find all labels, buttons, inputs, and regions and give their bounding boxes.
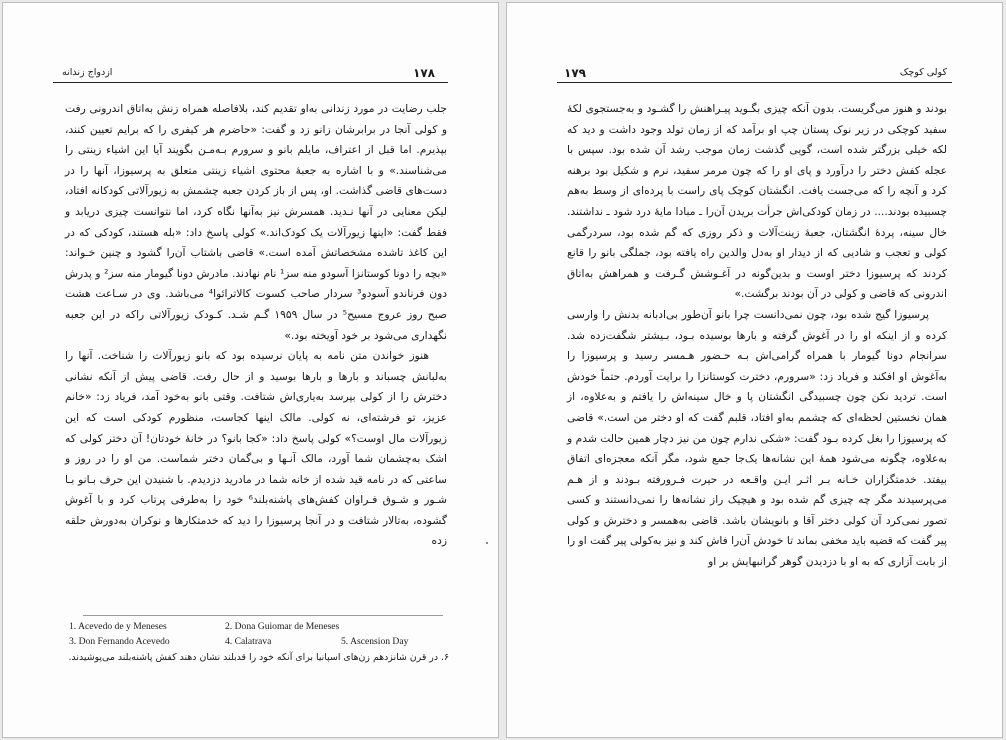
footnote-2: 2. Dona Guiomar de Meneses bbox=[225, 621, 340, 632]
footnote-4: 4. Calatrava bbox=[225, 636, 272, 647]
right-paragraph-1: بودند و هنوز می‌گریست. بدون آنکه چیزی بگـوید پیـراهنش را گشـود و به‌جستجوی لکهٔ سفید کوچکی در زیر نوک پستان چپ او برآمد که از زمان تولد وجود داشت و دید که لکه خیلی بزرگتر شده است، گویی گذشت زمان موجب رشد آن شده بود. سپس با عجله کفش دختر را درآورد و پای او را که چون مرمر سفید، نرم و شکیل بود برهنه کرد و آنچه را که می‌جست یافت. انگشتان کوچک پای راست با پرده‌ای از وسط به‌هم چسبیده بودند.... در زمان کودکی‌اش جرأت بریدن آن‌را ـ مبادا مایهٔ درد شود ـ نداشتند. خال سینه، پردهٔ انگشتان، جعبهٔ زینت‌آلات و ذکر روزی که گم شده بود، سردرگمی کولی و تعجب و شادیی که از دیدار او به‌دل والدین راه یافته بود، جملگی بانو را قانع کردند که پرسیوزا دختر اوست و بدین‌گونه در آغـوشش گـرفت و همراهش به‌اتاق اندرونی که قاضی و کولی در آن بودند برگشت.» bbox=[567, 102, 947, 301]
footnote-6: ۶. در قرن شانزدهم زن‌های اسپانیا برای آنکه خود را قدبلند نشان دهند کفش پاشنه‌بلند می‌پوشیدند. bbox=[68, 652, 449, 663]
right-page-number: ۱۷۹ bbox=[559, 65, 591, 81]
right-page-header bbox=[557, 65, 952, 83]
footnote-divider bbox=[83, 615, 443, 616]
right-paragraph-2: پرسیوزا گیج شده بود، چون نمی‌دانست چرا بانو آن‌طور بی‌ادبانه بدنش را وارسی کرده و از اینکه او را در آغوش گرفته و بارها بوسیده بـود، بـیشتر شگفت‌زده شد. سرانجام دونا گیومار با همراه گرامی‌اش بـه‌ حـضور هـمسر رسید و پرسیوزا را به‌آغوش او افکند و فریاد زد: «سرورم، دخترت کوستانزا را برایت آوردم. حتماً خودش است. تردید نکن چون چسبیدگی انگشتان پا و خال سینه‌اش را یافتم و به‌علاوه، از همان نخستین لحظه‌ای که چشمم به‌او افتاد، قلبم گفت که او دختر من است.» قاضی که پرسیوزا را بغل کرده بـود گفت: «شکی ندارم چون من نیز دچار همین حالت شدم و به‌علاوه، چگونه می‌شود همهٔ این نشانه‌ها یک‌جا جمع شود، مگر آنکه معجزه‌ای اتفاق بیفتد. خدمتگزاران خـانه بـر اثـر ایـن واقـعه در حیرت فـرورفته بـودند و از هـم می‌پرسیدند مگر چه چیزی گم شده بود و هیچیک راز نشانه‌ها را نمی‌دانستند و کسی تصور نمی‌کرد آن کولی دختر آقا و بانویشان باشد. قاضی به‌همسر و دخترش و کولی پیر گفت که قضیه باید مخفی بماند تا خودش آن‌را فاش کند و نیز به‌کولی پیر گفت او را از بابت آزاری که به او با دزدیدن گوهر گرانبهایش بر او bbox=[567, 307, 947, 569]
left-page-number: ۱۷۸ bbox=[408, 65, 440, 81]
right-running-title: کولی کوچک bbox=[895, 66, 952, 80]
left-running-title: ازدواج زندانه bbox=[57, 66, 117, 80]
left-paragraph-2: هنوز خواندن متن نامه به پایان نرسیده بود که بانو زیورآلات را شناخت. آنها را به‌لبانش چسباند و بارها و بارها بوسید و از حال رفت. قاضی پیش از آنکه نشانی دخترش را از کولی بپرسد به‌یاری‌اش شتافت. وقتی بانو به‌خود آمد، فریاد زد: «خانم عزیز، تو فرشته‌ای، نه کولی. مالک اینها کجاست، منظورم کودکی است که این زیورآلات مال اوست؟» کولی پاسخ داد: «کجا بانو؟ در خانهٔ خودتان! آن دختر کولی که اشک به‌چشمان شما آورد، مالک آنـها و بی‌گمان دختر شماست. من او را در روز و ساعتی که در نامه قید شده از خانه شما در مادرید دزدیدم. با شنیدن این حرف بـانو بـا شـور و شـوق فـراوان کفش‌های پاشنه‌بلند⁶ خود را به‌طرفی پرتاب کرد و با آغوش گشوده، به‌تالار شتافت و در آنجا پرسیوزا را دید که خدمتکارها و نوکران به‌دورش حلقه زده bbox=[65, 349, 447, 548]
page-margin-mark bbox=[486, 542, 488, 544]
left-page-body bbox=[65, 99, 447, 552]
left-paragraph-1: جلب رضایت در مورد زندانی به‌او تقدیم کند، بلافاصله همراه زنش به‌اتاق اندرونی رفت و کولی آنجا در برابرشان زانو زد و گفت: «حاضرم هر کیفری را که برایم تعیین کنند، بپذیرم. اما قبل از اعتراف، مایلم بانو و سرورم بـه‌مـن بگویند آیا این اشیاء زینتی را می‌شناسند.» و با اشاره به جعبهٔ محتوی اشیاء زینتی متعلق به پرسیوزا، آنها را در دست‌های قاضی گذاشت. او، پس از باز کردن جعبه چشمش به زیورآلاتی کودکانه افتاد، لیکن معنایی در آنها نـدید. همسرش نیز به‌آنها نگاه کرد، اما نتوانست چیزی دریابد و فقط گفت: «اینها زیورآلات یک کودک‌اند.» کولی پاسخ داد: «بله هستند، کودکی که در این کاغذ تاشده مشخصاتش آمده است.» قاضی باشتاب آن‌را گشود و چنین خـواند: «بچه را دونا کوستانزا آسودو منه سز¹ نام نهادند. مادرش دونا گیومار منه سز² و پدرش دون فرناندو آسودو³ سردار صاحب کسوت کالاترائوا⁴ می‌باشد. وی در سـاعت هشت صبح روز عروج مسیح⁵ در سال ۱۹۵۹ گـم شـد. کـودک زیورآلاتی راکه در این جعبه نگهداری می‌شود بر خود آویخته بود.» bbox=[65, 102, 448, 342]
right-page bbox=[506, 2, 1003, 738]
right-page-body bbox=[567, 99, 947, 573]
footnote-1: 1. Acevedo de y Meneses bbox=[69, 621, 167, 632]
left-page bbox=[2, 2, 499, 738]
footnote-3: 3. Don Fernando Acevedo bbox=[69, 636, 170, 647]
left-page-header bbox=[53, 65, 448, 83]
footnotes-latin bbox=[69, 619, 449, 649]
footnote-5: 5. Ascension Day bbox=[341, 636, 409, 647]
